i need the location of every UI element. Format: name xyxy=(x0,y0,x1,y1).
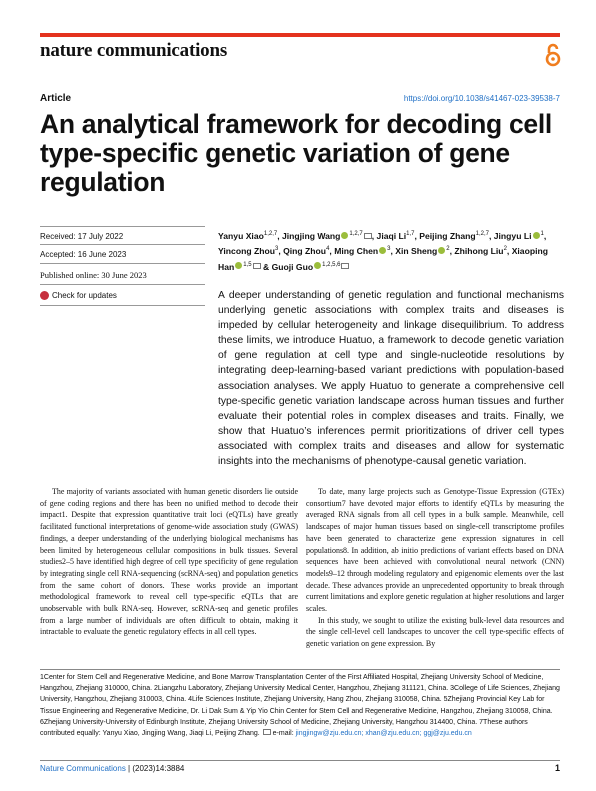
author-affiliation-sup: 1,2,7 xyxy=(263,231,278,237)
affiliations-text: 1Center for Stem Cell and Regenerative Medicine, and Bone Marrow Transplantation Center of the First Affiliated Hospital, Zhejiang University School of Medicine, Hangzhou, Zhejiang 310000, China. 2Liangzhu Laboratory, Zhejiang University Medical Center, Hangzhou, Zhejiang 311121, China. 3College of Life Sciences, Zhejiang University, Hangzhou, Zhejiang 310003, China. 4Life Sciences Institute, Zhejiang University, Hang Zhou, Zhejiang 310058, China. 5Zhejiang Provincial Key Lab for Tissue Engineering and Regenerative Medicine, Dr. Li Dak Sum & Yip Yio Chin Center for Stem Cell and Regenerative Medicine, Hangzhou, Zhejiang 310058, China. 6Zhejiang University-University of Edinburgh Institute, Zhejiang University School of Medicine, Zhejiang University, Hangzhou 314400, China. 7These authors contributed equally: Yanyu Xiao, Jingjing Wang, Jiaqi Li, Peijing Zhang. xyxy=(40,674,560,738)
author-name[interactable]: Guoji Guo xyxy=(271,261,314,272)
author-separator: , xyxy=(506,246,512,257)
accepted-date: Accepted: 16 June 2023 xyxy=(40,250,127,259)
author-affiliation-sup: 3 xyxy=(274,246,279,253)
author-affiliation-sup: 1,2,7 xyxy=(475,231,489,237)
author-separator: , xyxy=(371,230,377,241)
author-name[interactable]: Yanyu Xiao xyxy=(218,230,264,241)
author-affiliation-sup: 2 xyxy=(503,246,507,253)
author-separator: & xyxy=(260,261,272,272)
orcid-icon[interactable] xyxy=(314,262,321,269)
orcid-icon[interactable] xyxy=(379,247,386,254)
page-number: 1 xyxy=(554,763,560,773)
author-name[interactable]: Xiaoping Han xyxy=(218,246,548,272)
email-icon[interactable] xyxy=(341,263,349,269)
email-icon[interactable] xyxy=(253,263,261,269)
author-name[interactable]: Ming Chen xyxy=(334,246,379,257)
doi-link[interactable]: https://doi.org/10.1038/s41467-023-39538-7 xyxy=(403,94,560,103)
divider xyxy=(40,226,205,227)
header-accent-bar xyxy=(40,33,560,37)
body-paragraph: To date, many large projects such as Genotype-Tissue Expression (GTEx) consortium7 have devoted major efforts to identify eQTLs by measuring the averaged RNA signals from all cell types in a bulk sample. Meanwhile, cell landscapes of major human tissues based on single-cell transcriptome profiles have been generated to characterize gene expression signatures in cell populations8. In addition, ab initio predictions of variant effects based on DNA sequences have been achieved with convolutional neural network (CNN) models9–12 through modeling regulatory and epigenomic elements over the last decade. These advances provide an unprecedented opportunity to break through current limitations and explore genetic regulation at higher resolutions and larger scales. xyxy=(306,487,564,614)
orcid-icon[interactable] xyxy=(533,232,540,239)
author-separator: , xyxy=(449,246,455,257)
author-name[interactable]: Yincong Zhou xyxy=(218,246,275,257)
author-separator: , xyxy=(414,230,420,241)
divider xyxy=(40,284,205,285)
footer-journal-link[interactable]: Nature Communications xyxy=(40,764,126,773)
article-title: An analytical framework for decoding cell type-specific genetic variation of gene regulation xyxy=(40,109,552,197)
author-affiliation-sup: 1,5 xyxy=(243,261,252,268)
orcid-icon[interactable] xyxy=(341,232,348,239)
body-paragraph: In this study, we sought to utilize the existing bulk-level data resources and the single cell-level cell landscapes to uncover the cell type-specific effects of genetic variation on gene expression. By xyxy=(306,615,564,649)
author-separator: , xyxy=(278,246,284,257)
divider xyxy=(40,263,205,264)
author-separator: , xyxy=(390,246,396,257)
author-list xyxy=(218,228,564,274)
footnote-divider xyxy=(40,669,560,670)
article-type-label: Article xyxy=(40,93,72,104)
body-column-left xyxy=(40,486,298,638)
author-affiliation-sup: 1,2,5,6 xyxy=(322,261,341,268)
author-affiliation-sup: 3 xyxy=(387,246,391,253)
author-affiliation-sup: 1,2,7 xyxy=(349,231,363,237)
check-for-updates-button[interactable] xyxy=(40,291,205,300)
received-date: Received: 17 July 2022 xyxy=(40,232,124,241)
abstract: A deeper understanding of genetic regulation and functional mechanisms underlying genetic associations with complex traits and diseases is impeded by cellular heterogeneity and linkage disequilibrium. To address these limits, we introduce Huatuo, a framework to decode genetic variation of gene regulation at cell type and single-nucleotide resolutions by integrating deep-learning-based variant predictions with population-based association analyses. We apply Huatuo to generate a comprehensive cell type-specific genetic variation landscape across human tissues and further evaluate their potential roles in complex diseases and traits. Finally, we show that Huatuo’s inferences permit prioritizations of driver cell types associated with complex traits and diseases and allow for systematic insights into the mechanisms of phenotype-causal genetic variation. xyxy=(218,290,564,468)
check-for-updates-label: Check for updates xyxy=(52,291,117,300)
author-name[interactable]: Qing Zhou xyxy=(283,246,327,257)
footer-divider xyxy=(40,760,560,761)
body-column-right xyxy=(306,486,564,650)
author-separator: , xyxy=(488,230,494,241)
author-separator: , xyxy=(329,246,335,257)
author-affiliation-sup: 4 xyxy=(326,246,330,253)
author-name[interactable]: Zhihong Liu xyxy=(454,246,504,257)
author-name[interactable]: Jingyu Li xyxy=(493,230,532,241)
divider xyxy=(40,305,205,306)
orcid-icon[interactable] xyxy=(235,262,242,269)
email-icon[interactable] xyxy=(364,233,372,239)
author-affiliation-sup: 1 xyxy=(540,231,544,237)
open-access-icon[interactable] xyxy=(543,43,563,67)
author-affiliation-sup: 2 xyxy=(446,246,450,253)
email-icon xyxy=(263,729,271,735)
author-name[interactable]: Jiaqi Li xyxy=(376,230,407,241)
footer-volume: | (2023)14:3884 xyxy=(125,764,185,773)
orcid-icon[interactable] xyxy=(438,247,445,254)
body-paragraph: The majority of variants associated with human genetic disorders lie outside of gene coding regions and there has been no unified method to decode their impact1. Despite that expression quantitative trait loci (eQTLs) have greatly facilitated functional interpretations of genome-wide association study (GWAS) findings, a deeper understanding of the underlying biological mechanisms has been limited by heterogeneous cellular compositions in bulk tissues. Several studies2–5 have identified high degree of cell type specificity of gene regulation by integrating single cell RNA-sequencing (scRNA-seq) and population genetics from the same cohort of donors. These works provide an important methodological framework to reveal cell type-specific eQTLs that are unobservable with bulk RNA-seq. However, scRNA-seq and genetic profiles from a large number of individuals are often difficult to obtain, making it intractable to evaluate the genetic regulatory effects in all cell types. xyxy=(40,487,298,637)
email-links[interactable]: jingjingw@zju.edu.cn; xhan@zju.edu.cn; ggj@zju.edu.cn xyxy=(295,730,472,738)
author-name[interactable]: Jingjing Wang xyxy=(282,230,341,241)
published-date: Published online: 30 June 2023 xyxy=(40,270,147,280)
author-separator: , xyxy=(543,230,547,241)
author-separator: , xyxy=(277,230,282,241)
author-name[interactable]: Xin Sheng xyxy=(395,246,438,257)
email-label: e-mail: xyxy=(272,730,294,738)
affiliations-footnote xyxy=(40,672,560,739)
divider xyxy=(40,244,205,245)
update-icon xyxy=(40,291,49,300)
footer-citation xyxy=(40,764,184,773)
journal-name[interactable]: nature communications xyxy=(40,40,228,61)
author-affiliation-sup: 1,7 xyxy=(406,231,415,237)
author-name[interactable]: Peijing Zhang xyxy=(419,230,476,241)
